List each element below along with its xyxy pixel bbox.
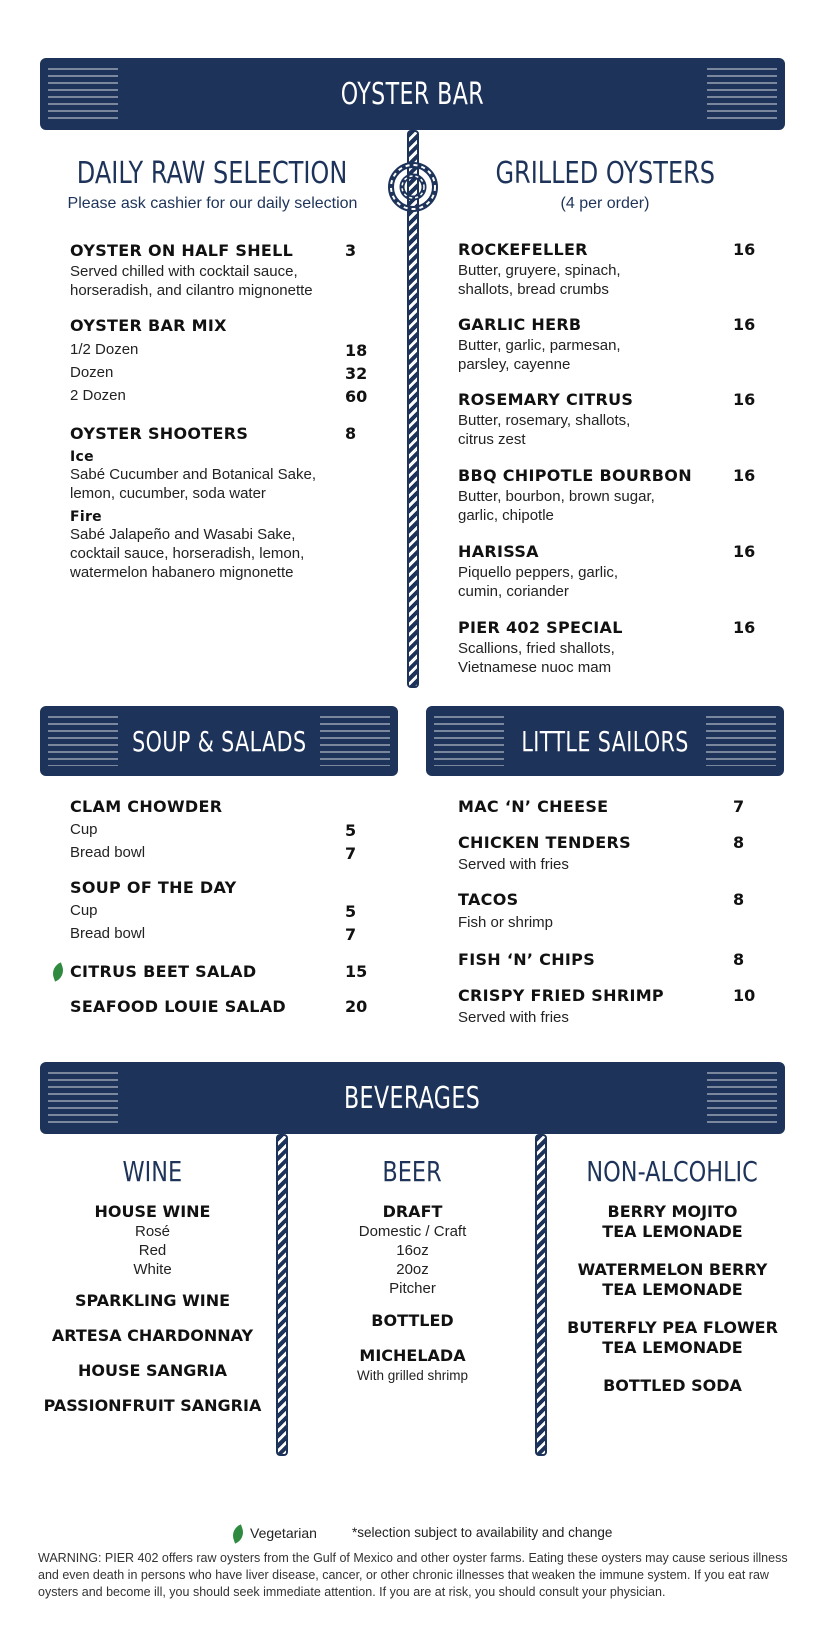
soup-day-cup-price: 5 (345, 902, 357, 921)
mix-row-price: 32 (345, 364, 368, 383)
menu-item-oyster-shooters: OYSTER SHOOTERS Ice Sabé Cucumber and Botanical Sake, lemon, cucumber, soda water Fire Sabé Jalapeño and Wasabi Sake, cocktail sauce, horseradish, lemon, watermelon habanero mignonette (70, 424, 316, 581)
michelada-desc: With grilled shrimp (356, 1368, 469, 1383)
price-fish-n-chips: 8 (733, 950, 745, 969)
menu-item-oyster-bar-mix: OYSTER BAR MIX (70, 316, 227, 335)
beverage-divider-rope (535, 1134, 547, 1456)
sparkling-wine: SPARKLING WINE (74, 1291, 231, 1310)
oyster-bar-heading: OYSTER BAR (340, 76, 485, 112)
price-oyster-shooters: 8 (345, 424, 357, 443)
price-grilled: 16 (733, 542, 756, 561)
rope-knot-icon (384, 158, 442, 216)
mix-row-price: 60 (345, 387, 368, 406)
chicken-tenders-desc: Served with fries (458, 856, 569, 873)
price-citrus-beet-salad: 15 (345, 962, 368, 981)
berry-mojito-tea: TEA LEMONADE (602, 1222, 743, 1241)
tacos-desc: Fish or shrimp (458, 914, 554, 931)
wine-title: WINE (122, 1155, 183, 1188)
vegetarian-leaf-icon (50, 962, 67, 981)
beverages-heading: BEVERAGES (344, 1080, 481, 1116)
beer-domestic-craft: Domestic / Craft (358, 1223, 467, 1240)
passionfruit-sangria: PASSIONFRUIT SANGRIA (43, 1396, 262, 1415)
price-grilled: 16 (733, 466, 756, 485)
soup-day-bowl-label: Bread bowl (70, 925, 146, 942)
price-half-shell: 3 (345, 241, 357, 260)
mix-row-price: 18 (345, 341, 368, 360)
vegetarian-legend-icon (230, 1524, 247, 1543)
beverage-divider-rope (276, 1134, 288, 1456)
menu-item-soup-of-the-day: SOUP OF THE DAY (70, 878, 237, 897)
menu-item-seafood-louie-salad: SEAFOOD LOUIE SALAD (70, 997, 286, 1016)
price-tacos: 8 (733, 890, 745, 909)
menu-item-grilled: GARLIC HERB Butter, garlic, parmesan, parsley, cayenne (458, 315, 621, 373)
raw-oyster-warning: WARNING: PIER 402 offers raw oysters from the Gulf of Mexico and other oyster farms. Eating these oysters may cause serious illness and even death in persons who have liver disease, cancer, or other chronic illnesses that weaken the immune system. If you eat raw oysters and become ill, you should seek immediate attention. If you are at risk, you should consult your physician. (38, 1551, 788, 1599)
price-grilled: 16 (733, 240, 756, 259)
mix-row-label: 2 Dozen (70, 387, 126, 404)
berry-mojito: BERRY MOJITO (607, 1202, 738, 1221)
menu-item-grilled: BBQ CHIPOTLE BOURBON Butter, bourbon, brown sugar, garlic, chipotle (458, 466, 692, 524)
price-grilled: 16 (733, 618, 756, 637)
soup-salads-heading: SOUP & SALADS (131, 724, 307, 758)
chowder-cup-price: 5 (345, 821, 357, 840)
menu-item-clam-chowder: CLAM CHOWDER (70, 797, 223, 816)
bottled-soda: BOTTLED SODA (603, 1376, 742, 1395)
little-sailors-heading: LITTLE SAILORS (521, 724, 689, 758)
menu-item-mac-n-cheese: MAC ‘N’ CHEESE (458, 797, 609, 816)
wine-column (40, 1155, 265, 1416)
menu-item-grilled: ROCKEFELLER Butter, gruyere, spinach, shallots, bread crumbs (458, 240, 621, 298)
mix-row-label: Dozen (70, 364, 114, 381)
menu-item-tacos: TACOS (458, 890, 519, 909)
menu-item-crispy-fried-shrimp: CRISPY FRIED SHRIMP (458, 986, 664, 1005)
menu-item-chicken-tenders: CHICKEN TENDERS (458, 833, 631, 852)
soup-day-cup-label: Cup (70, 902, 98, 919)
wine-red: Red (138, 1242, 167, 1259)
butterfly-pea-flower: BUTERFLY PEA FLOWER (567, 1318, 778, 1337)
wine-white: White (133, 1261, 172, 1278)
beer-pitcher: Pitcher (389, 1280, 436, 1297)
little-sailors-banner (426, 706, 784, 776)
beer-16oz: 16oz (396, 1242, 429, 1259)
beer-20oz: 20oz (396, 1261, 429, 1278)
price-grilled: 16 (733, 315, 756, 334)
grilled-oysters-title: GRILLED OYSTERS (495, 156, 715, 191)
chowder-bowl-price: 7 (345, 844, 357, 863)
non-alcoholic-title: NON-ALCOHLIC (586, 1155, 759, 1188)
butterfly-pea-tea: TEA LEMONADE (602, 1338, 743, 1357)
menu-item-fish-n-chips: FISH ‘N’ CHIPS (458, 950, 596, 969)
beer-draft: DRAFT (382, 1202, 443, 1221)
soup-day-bowl-price: 7 (345, 925, 357, 944)
beer-title: BEER (382, 1155, 443, 1188)
grilled-oysters-subtitle: (4 per order) (560, 195, 650, 212)
menu-item-grilled: PIER 402 SPECIAL Scallions, fried shallots, Vietnamese nuoc mam (458, 618, 623, 676)
watermelon-berry-tea: TEA LEMONADE (602, 1280, 743, 1299)
crispy-shrimp-desc: Served with fries (458, 1009, 569, 1026)
house-wine: HOUSE WINE (94, 1202, 211, 1221)
chowder-cup-label: Cup (70, 821, 98, 838)
chowder-bowl-label: Bread bowl (70, 844, 146, 861)
beer-column (300, 1155, 525, 1385)
price-seafood-louie-salad: 20 (345, 997, 368, 1016)
beer-michelada: MICHELADA (359, 1346, 466, 1365)
raw-selection-title: DAILY RAW SELECTION (77, 156, 348, 191)
beverages-banner (40, 1062, 785, 1134)
raw-selection-subtitle: Please ask cashier for our daily selection (67, 195, 358, 212)
oyster-bar-banner (40, 58, 785, 130)
availability-note: *selection subject to availability and change (352, 1525, 613, 1540)
mix-row-label: 1/2 Dozen (70, 341, 139, 358)
artesa-chardonnay: ARTESA CHARDONNAY (51, 1326, 254, 1345)
soup-salads-banner (40, 706, 398, 776)
non-alcoholic-column (560, 1155, 785, 1396)
beer-bottled: BOTTLED (371, 1311, 454, 1330)
menu-item-half-shell: OYSTER ON HALF SHELL Served chilled with cocktail sauce, horseradish, and cilantro mignonette (70, 241, 313, 299)
house-sangria: HOUSE SANGRIA (77, 1361, 228, 1380)
vegetarian-legend: Vegetarian (250, 1525, 317, 1541)
menu-item-citrus-beet-salad: CITRUS BEET SALAD (70, 962, 257, 981)
price-mac-n-cheese: 7 (733, 797, 745, 816)
menu-item-grilled: ROSEMARY CITRUS Butter, rosemary, shallots, citrus zest (458, 390, 634, 448)
wine-rose: Rosé (134, 1223, 171, 1240)
price-crispy-fried-shrimp: 10 (733, 986, 756, 1005)
price-chicken-tenders: 8 (733, 833, 745, 852)
price-grilled: 16 (733, 390, 756, 409)
menu-item-grilled: HARISSA Piquello peppers, garlic, cumin, coriander (458, 542, 619, 600)
watermelon-berry: WATERMELON BERRY (577, 1260, 768, 1279)
